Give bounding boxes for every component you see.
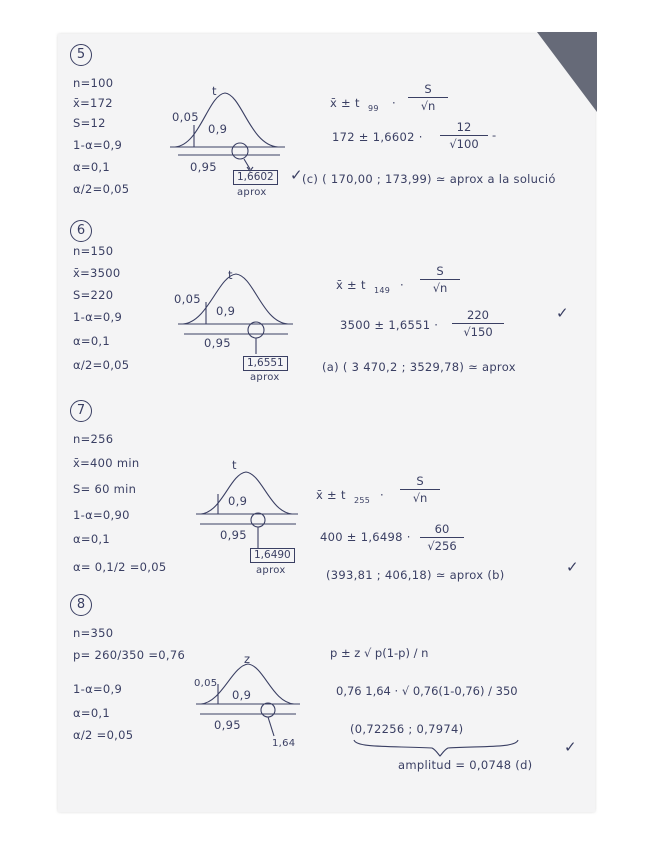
given-5-1: x̄=172 xyxy=(73,96,113,110)
formula-frac-6 xyxy=(420,264,460,295)
formula-lhs-7: x̄ ± t xyxy=(316,488,346,502)
df-7: 255 xyxy=(354,496,371,505)
given-6-3: 1-α=0,9 xyxy=(73,310,123,324)
frac-bar xyxy=(408,97,448,98)
given-7-1: x̄=400 min xyxy=(73,456,140,470)
given-7-2: S= 60 min xyxy=(73,482,137,496)
given-7-4: α=0,1 xyxy=(73,532,111,546)
formula-num-5: S xyxy=(424,82,432,96)
critical-value-5: 1,6602 xyxy=(233,170,278,185)
given-8-4: α/2 =0,05 xyxy=(73,728,134,742)
critical-value-6: 1,6551 xyxy=(243,356,288,371)
problem-number-6: 6 xyxy=(70,220,92,242)
given-8-3: α=0,1 xyxy=(73,706,111,720)
formula-num-7: S xyxy=(416,474,424,488)
check-mark-icon: ✓ xyxy=(290,166,303,184)
calc-den-5: √100 xyxy=(449,137,479,151)
calc-num-5: 12 xyxy=(456,120,472,134)
df-6: 149 xyxy=(374,286,391,295)
critical-value-8: 1,64 xyxy=(272,738,296,749)
left-tail-6: 0,05 xyxy=(174,292,201,306)
calc-prefix-5: 172 ± 1,6602 · xyxy=(332,130,423,144)
critical-value-7: 1,6490 xyxy=(250,548,295,563)
curve-var-5: t xyxy=(212,84,217,98)
calc-frac-6 xyxy=(452,308,504,339)
aprox-note-5: aprox xyxy=(237,187,267,198)
calc-frac-5 xyxy=(440,120,488,151)
given-6-2: S=220 xyxy=(73,288,114,302)
formula-den-5: √n xyxy=(420,99,436,113)
problem-number-7: 7 xyxy=(70,400,92,422)
frac-bar xyxy=(400,489,440,490)
z-distribution-curve-8 xyxy=(196,660,306,750)
calc-prefix-7: 400 ± 1,6498 · xyxy=(320,530,411,544)
given-6-5: α/2=0,05 xyxy=(73,358,130,372)
given-8-1: p= 260/350 =0,76 xyxy=(73,648,186,662)
calc-frac-7 xyxy=(420,522,464,553)
result-8: amplitud = 0,0748 (d) xyxy=(398,758,533,772)
given-8-0: n=350 xyxy=(73,626,114,640)
given-7-5: α= 0,1/2 =0,05 xyxy=(73,560,167,574)
calc-num-6: 220 xyxy=(467,308,489,322)
frac-bar xyxy=(452,323,504,324)
given-7-3: 1-α=0,90 xyxy=(73,508,130,522)
aprox-note-6: aprox xyxy=(250,372,280,383)
curve-var-7: t xyxy=(232,458,237,472)
formula-frac-5 xyxy=(408,82,448,113)
calc-den-6: √150 xyxy=(463,325,493,339)
formula-den-6: √n xyxy=(432,281,448,295)
given-6-1: x̄=3500 xyxy=(73,266,121,280)
formula-lhs-6: x̄ ± t xyxy=(336,278,366,292)
dot-6: · xyxy=(400,278,404,292)
folded-corner xyxy=(537,32,597,112)
aprox-note-7: aprox xyxy=(256,565,286,576)
dot-7: · xyxy=(380,488,384,502)
result-5: (c) ( 170,00 ; 173,99) ≃ aprox a la solució xyxy=(302,172,556,186)
center-area-5: 0,9 xyxy=(208,122,228,136)
center-area-7: 0,9 xyxy=(228,494,248,508)
calc-num-7: 60 xyxy=(434,522,450,536)
center-area-8: 0,9 xyxy=(232,688,252,702)
cum-area-5: 0,95 xyxy=(190,160,217,174)
left-tail-8: 0,05 xyxy=(194,678,218,689)
given-5-0: n=100 xyxy=(73,76,114,90)
curve-var-8: z xyxy=(244,652,251,666)
given-7-0: n=256 xyxy=(73,432,114,446)
problem-number-5: 5 xyxy=(70,44,92,66)
cum-area-6: 0,95 xyxy=(204,336,231,350)
t-distribution-curve-5 xyxy=(170,85,290,175)
calc-prefix-6: 3500 ± 1,6551 · xyxy=(340,318,439,332)
interval-8: (0,72256 ; 0,7974) xyxy=(350,722,464,736)
t-distribution-curve-6 xyxy=(178,268,298,358)
brace-icon xyxy=(352,738,522,758)
result-7: (393,81 ; 406,18) ≃ aprox (b) xyxy=(326,568,505,582)
frac-bar xyxy=(420,279,460,280)
cum-area-8: 0,95 xyxy=(214,718,241,732)
dot-5: · xyxy=(392,96,396,110)
trailing-dash-5: - xyxy=(492,128,497,142)
cum-area-7: 0,95 xyxy=(220,528,247,542)
check-mark-icon: ✓ xyxy=(564,738,577,756)
check-mark-icon: ✓ xyxy=(566,558,579,576)
given-5-3: 1-α=0,9 xyxy=(73,138,123,152)
given-5-5: α/2=0,05 xyxy=(73,182,130,196)
given-5-2: S=12 xyxy=(73,116,106,130)
curve-var-6: t xyxy=(228,268,233,282)
df-5: 99 xyxy=(368,104,379,113)
formula-lhs-5: x̄ ± t xyxy=(330,96,360,110)
center-area-6: 0,9 xyxy=(216,304,236,318)
formula-den-7: √n xyxy=(412,491,428,505)
given-6-4: α=0,1 xyxy=(73,334,111,348)
given-8-2: 1-α=0,9 xyxy=(73,682,123,696)
formula-num-6: S xyxy=(436,264,444,278)
given-5-4: α=0,1 xyxy=(73,160,111,174)
problem-number-8: 8 xyxy=(70,594,92,616)
left-tail-5: 0,05 xyxy=(172,110,199,124)
frac-bar xyxy=(420,537,464,538)
given-6-0: n=150 xyxy=(73,244,114,258)
result-6: (a) ( 3 470,2 ; 3529,78) ≃ aprox xyxy=(322,360,516,374)
formula-8: p ± z √ p(1-p) / n xyxy=(330,646,429,660)
calc-den-7: √256 xyxy=(427,539,457,553)
formula-frac-7 xyxy=(400,474,440,505)
frac-bar xyxy=(440,135,488,136)
t-distribution-curve-7 xyxy=(196,468,306,558)
calc-8: 0,76 1,64 · √ 0,76(1-0,76) / 350 xyxy=(336,684,518,698)
check-mark-icon: ✓ xyxy=(556,304,569,322)
